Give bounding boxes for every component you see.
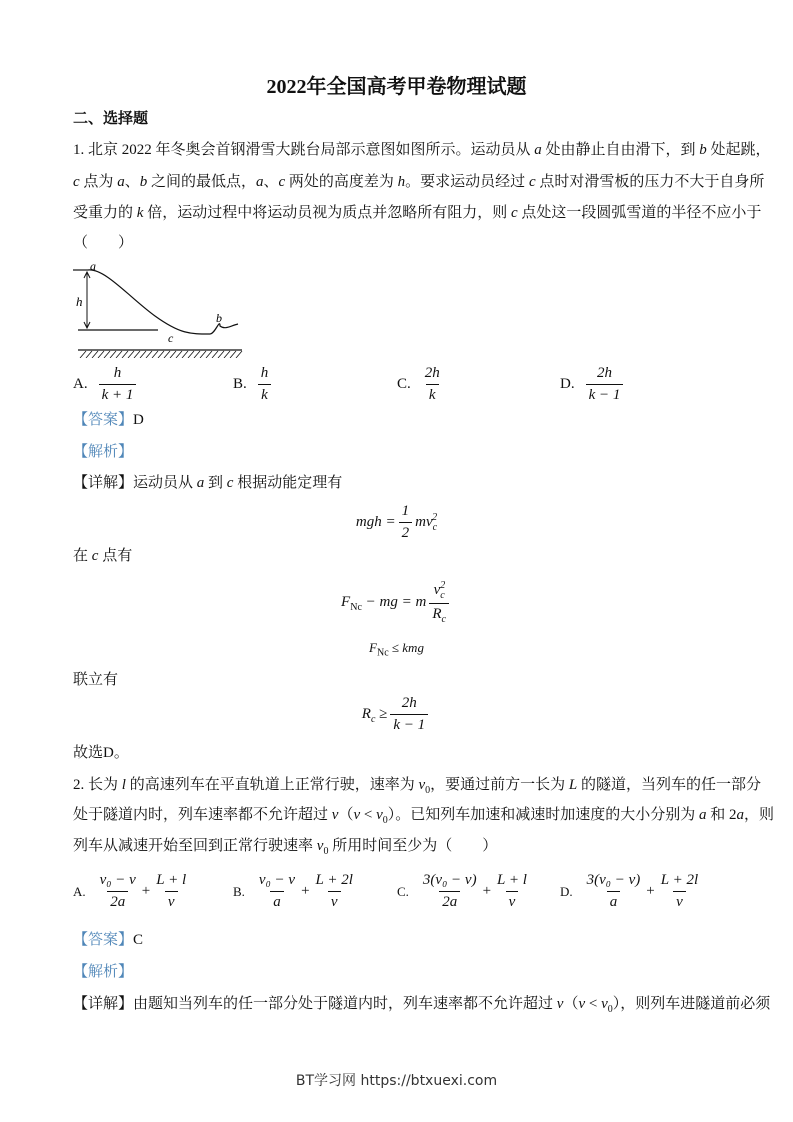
text-segment: v [601,996,608,1012]
text-segment: 点为 [79,174,118,190]
text-segment: a [736,807,745,823]
q2-option-c: C. $\frac{\text{3(v₀ − v)}}{2a}$ + $\frac{L + l}{v}$ [397,872,527,910]
at-c-text [73,546,132,566]
text-segment: 在 [73,548,92,564]
text-segment: 所用时间至少为（ ） [328,838,498,854]
label-c: c [168,331,174,345]
text-segment: 由题知当列车的任一部分处于隧道内时，列车速率都不允许超过 [133,996,557,1012]
text-segment: < [585,996,602,1012]
text-segment: 1. 北京 2022 年冬奥会首钢滑雪大跳台局部示意图如图所示。运动员从 [73,142,535,158]
text-segment: v [353,807,361,823]
q2-line [73,775,761,801]
text-segment: （ [563,996,579,1012]
q1-answer [73,410,144,430]
text-segment: 到 [204,475,227,491]
text-segment: ）。已知列车加速和减速时加速度的大小分别为 [387,807,700,823]
footer-watermark: BT学习网 https://btxuexi.com [295,1073,498,1089]
text-segment: b [699,142,707,158]
q1-analysis-tag: 【解析】 [73,444,134,460]
q2-option-a: A. $\frac{\text{v₀ − v}}{2a}$ + $\frac{L + l}{v}$ [73,872,187,910]
text-segment: ），则列车进隧道前必须 [612,996,771,1012]
q1-line [73,140,771,160]
text-segment: 点时对滑雪板的压力不大于自身所 [535,174,765,190]
equation-inequality: $F_{Nc}$ ≤ kmg [369,640,424,659]
text-segment: c [226,475,234,491]
text-segment: 运动员从 [133,475,197,491]
text-segment: b [139,174,148,190]
detail-tag: 【详解】 [73,996,134,1012]
text-segment: 、 [124,174,140,190]
text-segment: ，要通过前方一长为 [430,777,569,793]
text-segment: v [418,777,426,793]
detail-text [133,475,342,491]
text-segment: 。要求运动员经过 [405,174,529,190]
text-segment: 受重力的 [73,205,137,221]
text-segment: 0 [323,846,329,857]
text-segment: v [376,807,383,823]
label-a: a [90,259,96,273]
text-segment: 0 [382,815,388,826]
q1-option-d: D. $\frac{2h}{k - 1}$ [560,365,626,404]
text-segment: a [117,174,125,190]
text-segment: 根据动能定理有 [233,475,343,491]
ski-jump-figure [70,258,250,358]
q2-line [73,805,774,831]
q1-option-a: A. $\frac{h}{k + 1}$ [73,365,139,404]
text-segment: v [556,996,564,1012]
q2-option-b: B. $\frac{\text{v₀ − v}}{a}$ + $\frac{L + 2l}{v}$ [233,872,353,910]
q2-detail [73,994,770,1020]
detail-text [133,996,771,1015]
text-segment: 点处这一段圆弧雪道的半径不应小于 [517,205,762,221]
text-segment: 点有 [98,548,133,564]
text-segment: （ ） [73,235,134,251]
q2-option-d: D. $\frac{\text{3(v₀ − v)}}{a}$ + $\frac{L + 2l}{v}$ [560,872,699,910]
section-heading: 二、选择题 [73,111,149,127]
q1-line [73,233,133,253]
conclusion-text: 故选D。 [73,745,129,761]
text-segment: 之间的最低点， [147,174,256,190]
text-segment: （ [338,807,354,823]
equation-radius: $R_c$ ≥ $\frac{2h}{k - 1}$ [0,695,793,734]
text-segment: v [578,996,586,1012]
equation-force: $F_{Nc}$ − mg = m $\frac{v^2_c}{R_c}$ [0,580,793,625]
text-segment: 和 2 [706,807,737,823]
answer-value: C [133,932,144,948]
text-segment: 列车从减速开始至回到正常行驶速率 [73,838,317,854]
text-segment: 处由静止自由滑下，到 [541,142,700,158]
text-segment: 的高速列车在平直轨道上正常行驶，速率为 [125,777,419,793]
q2-answer [73,930,143,950]
q2-analysis-tag: 【解析】 [73,964,134,980]
text-segment: < [360,807,377,823]
text-segment: c [528,174,536,190]
text-segment: 0 [607,1004,613,1015]
text-segment: 0 [425,785,431,796]
q1-line [73,172,764,192]
text-segment: 两处的高度差为 [285,174,398,190]
text-segment: v [316,838,324,854]
q1-detail [73,473,342,493]
detail-tag: 【详解】 [73,475,134,491]
combine-text: 联立有 [73,672,119,688]
text-segment: h [397,174,406,190]
text-segment: a [699,807,707,823]
text-segment: a [534,142,542,158]
text-segment: 的隧道，当列车的任一部分 [577,777,761,793]
answer-tag: 【答案】 [73,932,134,948]
text-segment: 、 [263,174,279,190]
text-segment: 倍，运动过程中将运动员视为质点并忽略所有阻力，则 [143,205,511,221]
text-segment: v [331,807,339,823]
page-title: 2022年全国高考甲卷物理试题 [266,76,527,98]
text-segment: 2. 长为 [73,777,122,793]
text-segment: l [121,777,126,793]
text-segment: c [510,205,518,221]
text-segment: c [91,548,99,564]
text-segment: a [196,475,205,491]
q1-option-c: C. $\frac{2h}{k}$ [397,365,440,403]
q1-option-b: B. $\frac{h}{k}$ [233,365,274,404]
text-segment: 处起跳， [706,142,771,158]
text-segment: 处于隧道内时，列车速率都不允许超过 [73,807,332,823]
text-segment: c [73,174,80,190]
q1-line [73,203,761,223]
text-segment: a [255,174,264,190]
text-segment: k [136,205,144,221]
answer-value: D [133,412,144,428]
label-h: h [76,294,83,309]
text-segment: L [568,777,578,793]
q2-line [73,836,497,862]
text-segment: c [278,174,286,190]
text-segment: ，则 [744,807,775,823]
label-b: b [216,311,222,325]
equation-energy: mgh = $\frac{1}{2}$ $mv_c^2$ [355,503,438,541]
answer-tag: 【答案】 [73,412,134,428]
